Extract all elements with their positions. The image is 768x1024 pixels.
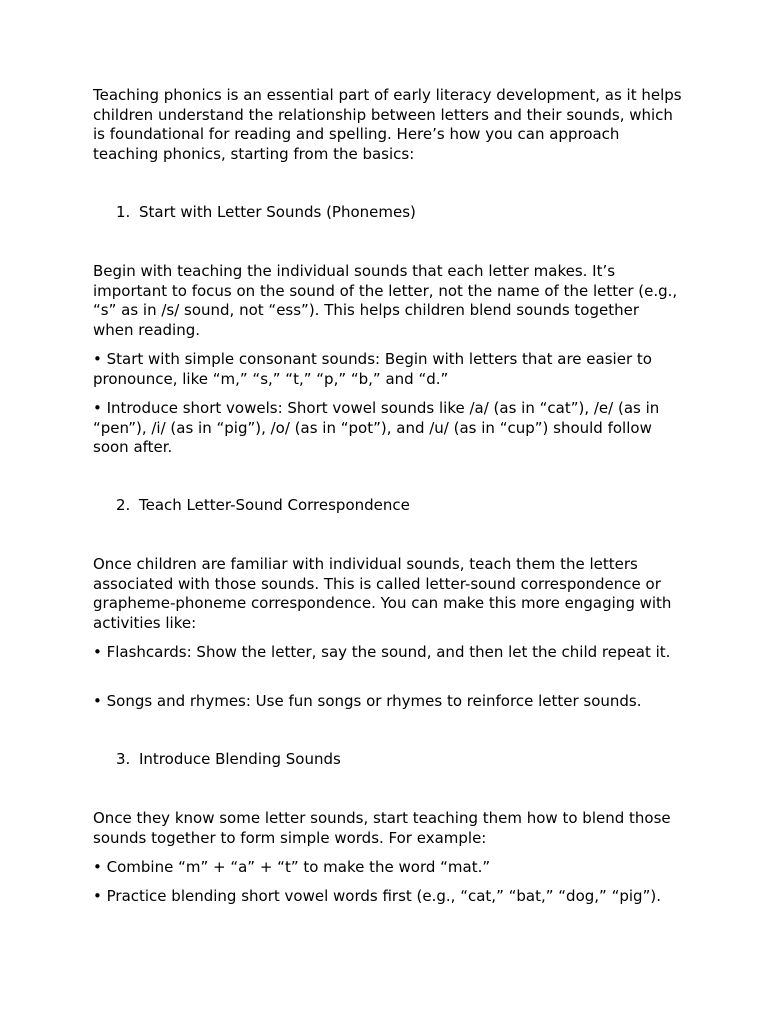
section-2-title: Teach Letter-Sound Correspondence bbox=[139, 496, 410, 514]
section-3-heading bbox=[116, 750, 341, 770]
section-2-bullet-1: • Flashcards: Show the letter, say the sound, and then let the child repeat it. bbox=[93, 643, 671, 661]
section-2-number: 2. bbox=[116, 496, 131, 514]
section-3-bullet-2: • Practice blending short vowel words first (e.g., “cat,” “bat,” “dog,” “pig”). bbox=[93, 887, 661, 905]
section-1-title: Start with Letter Sounds (Phonemes) bbox=[139, 203, 416, 221]
section-1-paragraph: Begin with teaching the individual sounds that each letter makes. It’s important to focus on the sound of the letter, not the name of the letter (e.g., “s” as in /s/ sound, not “ess”). This helps children blend sounds together when reading. bbox=[93, 262, 678, 339]
section-1-bullet-2: • Introduce short vowels: Short vowel sounds like /a/ (as in “cat”), /e/ (as in “pen”), /i/ (as in “pig”), /o/ (as in “pot”), and /u/ (as in “cup”) should follow soon after. bbox=[93, 399, 660, 456]
section-3-number: 3. bbox=[116, 750, 131, 768]
section-3-paragraph: Once they know some letter sounds, start teaching them how to blend those sounds together to form simple words. For example: bbox=[93, 809, 671, 847]
intro-paragraph: Teaching phonics is an essential part of early literacy development, as it helps children understand the relationship between letters and their sounds, which is foundational for reading and spelling. Here’s how you can approach teaching phonics, starting from the basics: bbox=[93, 86, 682, 163]
section-1-bullet-1: • Start with simple consonant sounds: Begin with letters that are easier to pronounce, like “m,” “s,” “t,” “p,” “b,” and “d.” bbox=[93, 350, 652, 388]
section-1-number: 1. bbox=[116, 203, 131, 221]
section-1-heading bbox=[116, 203, 416, 223]
section-3-bullet-1: • Combine “m” + “a” + “t” to make the word “mat.” bbox=[93, 858, 491, 876]
section-2-heading bbox=[116, 496, 410, 516]
section-2-bullet-2: • Songs and rhymes: Use fun songs or rhymes to reinforce letter sounds. bbox=[93, 692, 642, 710]
section-2-paragraph: Once children are familiar with individual sounds, teach them the letters associated with those sounds. This is called letter-sound correspondence or grapheme-phoneme correspondence. You can make this more engaging with activities like: bbox=[93, 555, 672, 632]
section-3-title: Introduce Blending Sounds bbox=[139, 750, 341, 768]
